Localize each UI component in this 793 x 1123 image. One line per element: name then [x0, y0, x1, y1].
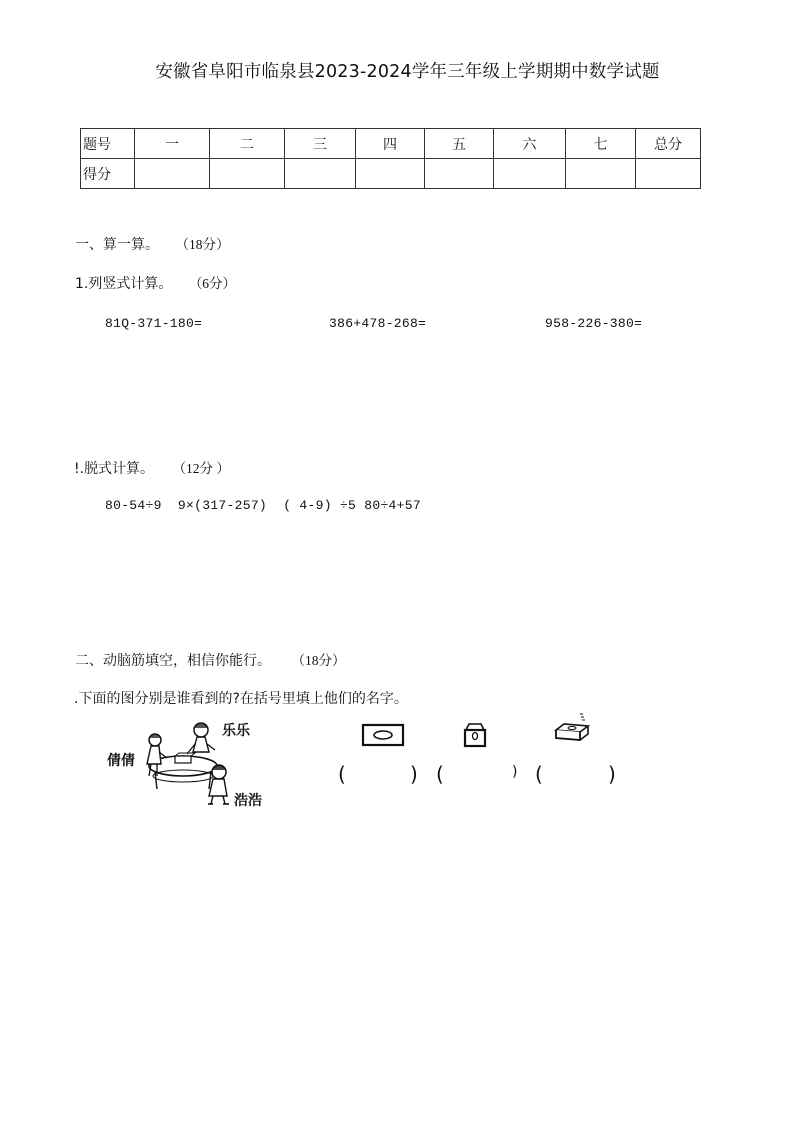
section1-q2-label: [74, 457, 230, 478]
answer-blank-3[interactable]: [549, 764, 607, 788]
section1-points: （18分）: [175, 237, 230, 252]
q1-label-text: 1.列竖式计算。: [75, 276, 173, 292]
score-blank-1[interactable]: [135, 159, 210, 189]
answer-paren-3-open: (: [535, 762, 543, 786]
score-blank-7[interactable]: [566, 159, 636, 189]
score-cell-6: 六: [494, 129, 566, 159]
score-cell-1: 一: [135, 129, 210, 159]
answer-blank-1[interactable]: [352, 764, 410, 788]
score-blank-3[interactable]: [285, 159, 356, 189]
top-view-icon: [360, 722, 406, 752]
answer-paren-2-open: (: [436, 762, 444, 786]
stepwise-calc-exprs: 80-54÷9 9×(317-257) ( 4-9) ÷5 80÷4+57: [105, 498, 421, 513]
answer-blank-2[interactable]: [450, 764, 510, 788]
vertical-calc-expr-2: 386+478-268=: [329, 316, 427, 331]
score-cell-3: 三: [285, 129, 356, 159]
score-blank-6[interactable]: [494, 159, 566, 189]
score-cell-5: 五: [425, 129, 494, 159]
score-cell-4: 四: [356, 129, 425, 159]
score-cell-label: 题号: [81, 129, 135, 159]
name-label-haohao: 浩浩: [234, 793, 262, 809]
score-blank-2[interactable]: [210, 159, 285, 189]
score-blank-4[interactable]: [356, 159, 425, 189]
section1-q1-label: [75, 272, 236, 293]
section2-q1-label: .下面的图分别是谁看到的?在括号里填上他们的名字。: [74, 691, 408, 707]
front-view-icon: [460, 720, 490, 754]
answer-paren-2-close: ): [512, 764, 518, 780]
score-blank-5[interactable]: [425, 159, 494, 189]
answer-paren-1-open: (: [338, 762, 346, 786]
name-label-qianqian: 倩倩: [107, 753, 135, 769]
section2-heading: [75, 649, 345, 670]
perspective-view-icon: [552, 712, 594, 750]
score-table-header-row: [81, 129, 701, 159]
section1-heading: [75, 233, 229, 254]
score-blank-total[interactable]: [636, 159, 701, 189]
q1-points: （6分）: [188, 276, 237, 291]
score-cell-total: 总分: [636, 129, 701, 159]
score-table: [80, 128, 701, 189]
score-row-label: 得分: [81, 159, 135, 189]
answer-paren-3-close: ): [608, 762, 616, 786]
answer-paren-1-close: ): [410, 762, 418, 786]
score-cell-2: 二: [210, 129, 285, 159]
page-title: 安徽省阜阳市临泉县2023-2024学年三年级上学期期中数学试题: [155, 62, 660, 82]
score-cell-7: 七: [566, 129, 636, 159]
q2-points: （12分 ）: [172, 461, 230, 476]
section1-heading-text: 一、算一算。: [75, 237, 159, 253]
vertical-calc-expr-3: 958-226-380=: [545, 316, 643, 331]
name-label-lele: 乐乐: [222, 723, 250, 739]
section2-points: （18分）: [291, 653, 346, 668]
vertical-calc-expr-1: 81Q-371-180=: [105, 316, 203, 331]
q2-label-text: !.脱式计算。: [74, 461, 155, 477]
section2-heading-text: 二、动脑筋填空，相信你能行。: [75, 653, 271, 669]
score-table-score-row: [81, 159, 701, 189]
